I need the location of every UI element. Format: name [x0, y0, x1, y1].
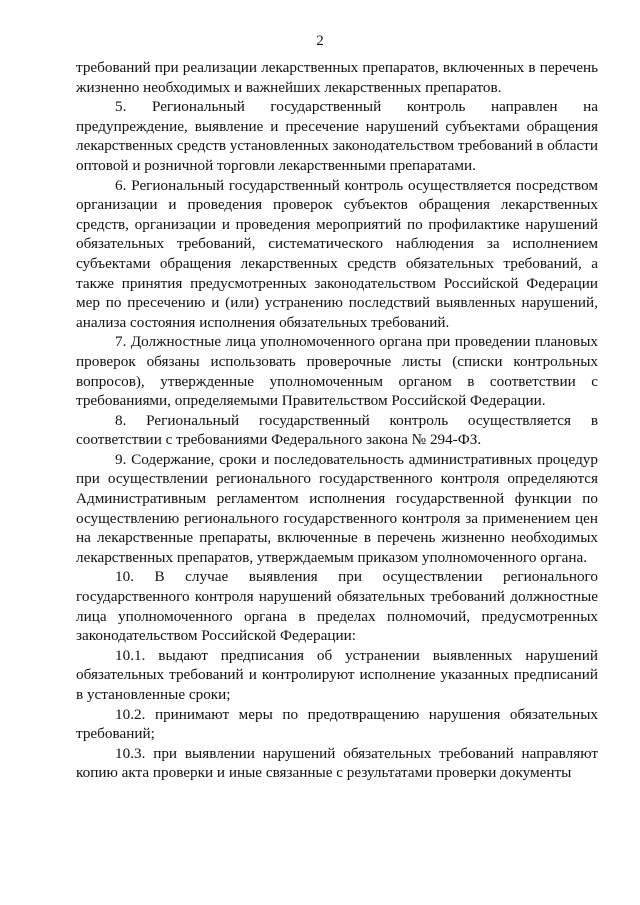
paragraph-10-3: 10.3. при выявлении нарушений обязательных требований направляют копию акта проверки и иные связанные с результатами проверки документы	[76, 744, 598, 782]
paragraph-10-2: 10.2. принимают меры по предотвращению нарушения обязательных требований;	[76, 705, 598, 743]
document-body	[76, 58, 598, 783]
paragraph-10: 10. В случае выявления при осуществлении регионального государственного контроля нарушений обязательных требований должностные лица уполномоченного органа в пределах полномочий, предусмотренных законодательством Российской Федерации:	[76, 568, 598, 645]
paragraph-7: 7. Должностные лица уполномоченного органа при проведении плановых проверок обязаны использовать проверочные листы (списки контрольных вопросов), утвержденные уполномоченным органом в соответствии с требованиями, определяемыми Правительством Российской Федерации.	[76, 333, 598, 410]
page-number: 2	[316, 33, 324, 49]
paragraph-9: 9. Содержание, сроки и последовательность административных процедур при осуществлении регионального государственного контроля определяются Административным регламентом исполнения государственной функции по осуществлению регионального государственного контроля за применением цен на лекарственные препараты, включенные в перечень жизненно необходимых лекарственных препаратов, утверждаемым приказом уполномоченного органа.	[76, 450, 598, 566]
paragraph-6: 6. Региональный государственный контроль осуществляется посредством организации и проведения проверок субъектов обращения лекарственных средств, организации и проведения мероприятий по профилактике нарушений обязательных требований, систематического наблюдения за исполнением субъектами обращения лекарственных средств обязательных требований, а также принятия предусмотренных законодательством Российской Федерации мер по пресечению и (или) устранению последствий выявленных нарушений, анализа состояния исполнения обязательных требований.	[76, 176, 598, 331]
paragraph-10-1: 10.1. выдают предписания об устранении выявленных нарушений обязательных требований и контролируют исполнение указанных предписаний в установленные сроки;	[76, 646, 598, 703]
paragraph-8: 8. Региональный государственный контроль осуществляется в соответствии с требованиями Федерального закона № 294-ФЗ.	[76, 411, 598, 449]
paragraph-5: 5. Региональный государственный контроль направлен на предупреждение, выявление и пресечение нарушений субъектами обращения лекарственных средств установленных законодательством требований в области оптовой и розничной торговли лекарственными препаратами.	[76, 98, 599, 174]
paragraph-continuation: требований при реализации лекарственных препаратов, включенных в перечень жизненно необходимых и важнейших лекарственных препаратов.	[76, 59, 598, 96]
